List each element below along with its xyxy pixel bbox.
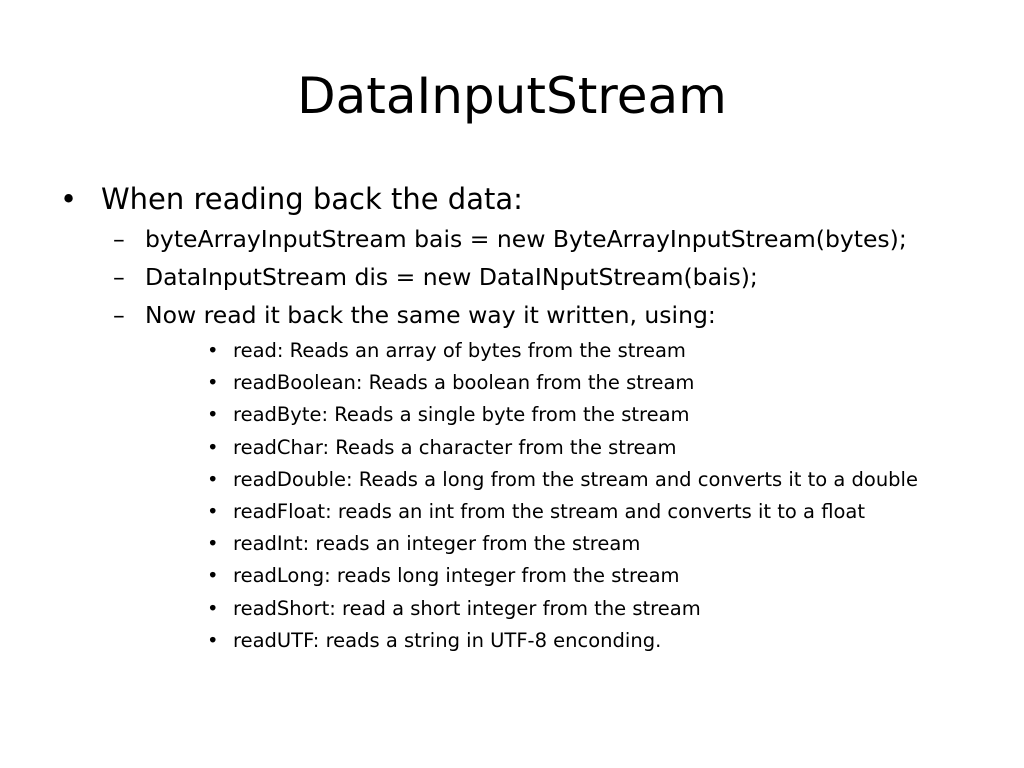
bullet-icon: •	[207, 628, 219, 652]
bullet-icon: •	[207, 596, 219, 620]
bullet-icon: •	[207, 564, 219, 588]
method-text: read: Reads an array of bytes from the stream	[233, 339, 686, 362]
bullet-icon: •	[207, 339, 219, 362]
method-item-readshort	[145, 593, 1000, 625]
bullet-list	[60, 178, 1000, 657]
method-item-readchar	[145, 432, 1000, 464]
method-text: readChar: Reads a character from the stream	[233, 435, 677, 459]
dash-icon: –	[113, 225, 125, 253]
sub-bullet-text: Now read it back the same way it written, using:	[145, 301, 716, 329]
method-text: readDouble: Reads a long from the stream and converts it to a double	[233, 467, 918, 491]
sub-bullet-item	[101, 296, 1000, 657]
slide-title: DataInputStream	[297, 67, 727, 125]
dash-icon: –	[113, 263, 125, 291]
bullet-icon: •	[207, 532, 219, 556]
method-item-readlong	[145, 560, 1000, 592]
sub-bullet-text: DataInputStream dis = new DataINputStream(bais);	[145, 263, 758, 291]
bullet-icon: •	[207, 500, 219, 524]
method-text: readFloat: reads an int from the stream and converts it to a float	[233, 500, 865, 524]
bullet-icon: •	[60, 182, 78, 216]
sub-bullet-item	[101, 220, 1000, 258]
method-list	[145, 335, 1000, 657]
bullet-text: When reading back the data:	[101, 182, 523, 216]
sub-bullet-item	[101, 258, 1000, 296]
method-item-read	[145, 335, 1000, 367]
method-text: readBoolean: Reads a boolean from the stream	[233, 371, 695, 395]
bullet-icon: •	[207, 403, 219, 427]
bullet-icon: •	[207, 435, 219, 459]
method-text: readByte: Reads a single byte from the stream	[233, 403, 690, 427]
bullet-icon: •	[207, 467, 219, 491]
method-text: readUTF: reads a string in UTF-8 enconding.	[233, 628, 662, 652]
method-text: readLong: reads long integer from the stream	[233, 564, 680, 588]
method-text: readShort: read a short integer from the stream	[233, 596, 701, 620]
sub-bullet-text: byteArrayInputStream bais = new ByteArrayInputStream(bytes);	[145, 225, 907, 253]
method-item-readboolean	[145, 367, 1000, 399]
method-item-readfloat	[145, 496, 1000, 528]
method-item-readint	[145, 528, 1000, 560]
dash-icon: –	[113, 301, 125, 329]
method-item-readbyte	[145, 399, 1000, 431]
sub-bullet-list	[101, 220, 1000, 657]
method-item-readutf	[145, 625, 1000, 657]
bullet-item-reading-back	[60, 178, 1000, 657]
method-item-readdouble	[145, 464, 1000, 496]
bullet-icon: •	[207, 371, 219, 395]
method-text: readInt: reads an integer from the stream	[233, 532, 641, 556]
